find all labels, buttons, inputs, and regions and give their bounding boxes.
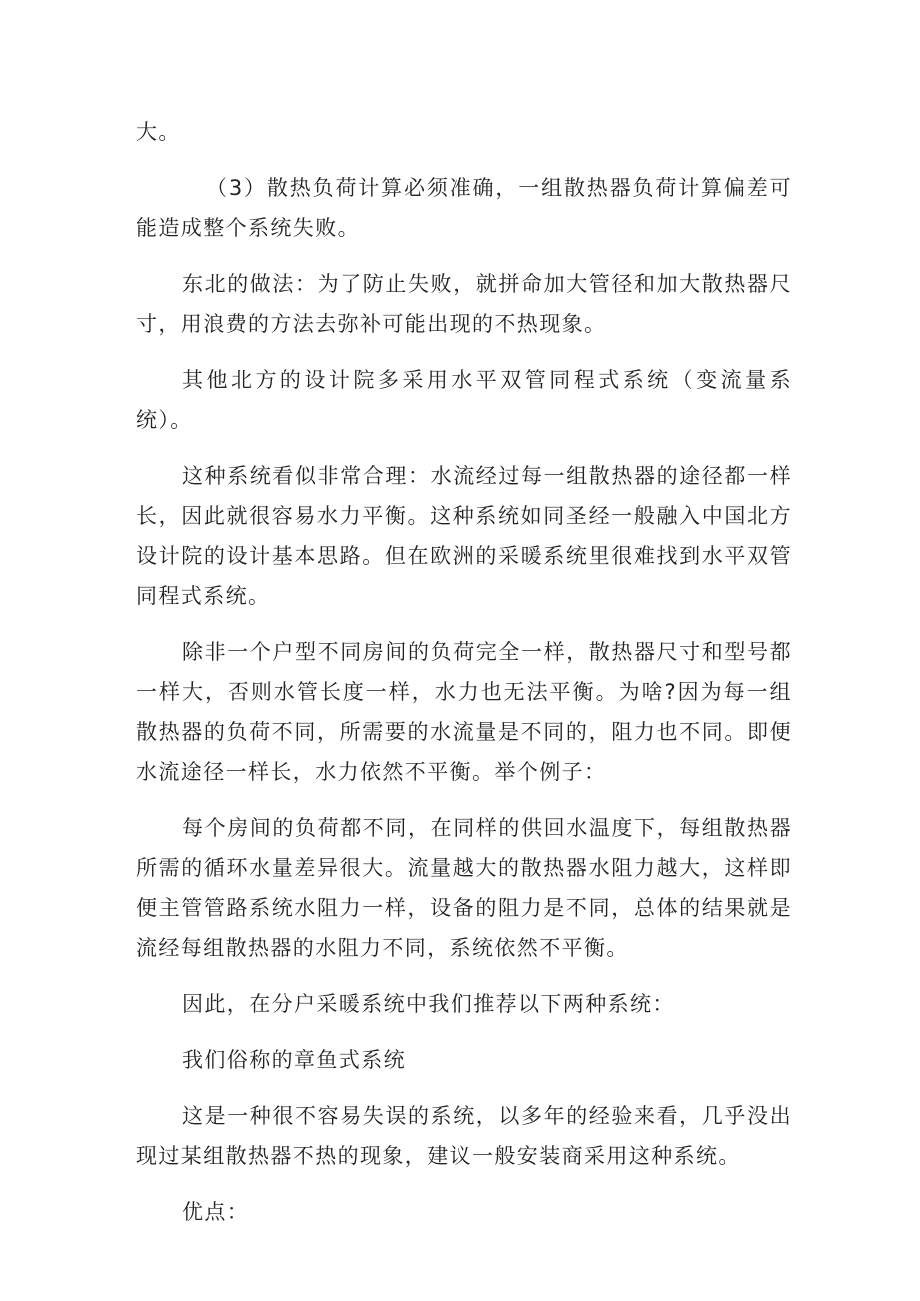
paragraph-point-3: （3）散热负荷计算必须准确，一组散热器负荷计算偏差可能造成整个系统失败。 [136, 176, 792, 240]
paragraph-octopus-description: 这是一种很不容易失误的系统，以多年的经验来看，几乎没出现过某组散热器不热的现象，建议一般安装商采用这种系统。 [136, 1104, 792, 1168]
paragraph-example: 每个房间的负荷都不同，在同样的供回水温度下，每组散热器所需的循环水量差异很大。流量越大的散热器水阻力越大，这样即便主管管路系统水阻力一样，设备的阻力是不同，总体的结果就是流经每组散热器的水阻力不同，系统依然不平衡。 [136, 816, 792, 960]
paragraph-imbalance-explanation: 除非一个户型不同房间的负荷完全一样，散热器尺寸和型号都一样大，否则水管长度一样，水力也无法平衡。为啥?因为每一组散热器的负荷不同，所需要的水流量是不同的，阻力也不同。即便水流途径一样长，水力依然不平衡。举个例子： [136, 640, 792, 784]
paragraph-northern-institutes: 其他北方的设计院多采用水平双管同程式系统（变流量系统）。 [136, 368, 792, 432]
paragraph-northeast-practice: 东北的做法：为了防止失败，就拼命加大管径和加大散热器尺寸，用浪费的方法去弥补可能出现的不热现象。 [136, 272, 792, 336]
document-body [136, 112, 792, 1248]
paragraph-advantages-heading: 优点： [182, 1200, 250, 1224]
paragraph-continuation: 大。 [136, 120, 181, 144]
paragraph-octopus-system: 我们俗称的章鱼式系统 [182, 1048, 406, 1072]
paragraph-system-rationale: 这种系统看似非常合理：水流经过每一组散热器的途径都一样长，因此就很容易水力平衡。这种系统如同圣经一般融入中国北方设计院的设计基本思路。但在欧洲的采暖系统里很难找到水平双管同程式系统。 [136, 464, 792, 608]
paragraph-recommendation: 因此，在分户采暖系统中我们推荐以下两种系统： [182, 992, 675, 1016]
